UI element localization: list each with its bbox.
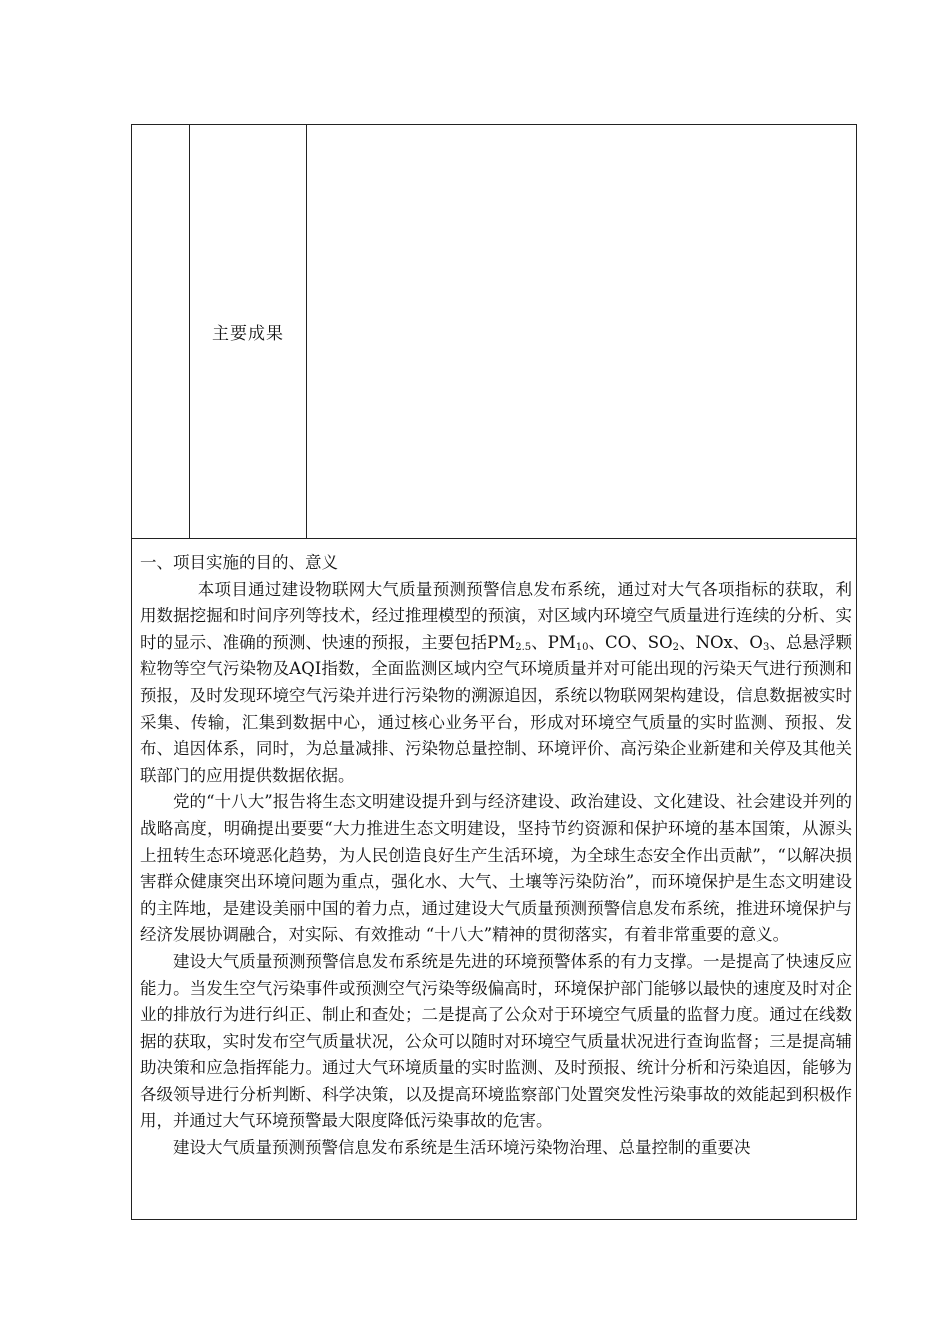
paragraph-purpose: 本项目通过建设物联网大气质量预测预警信息发布系统，通过对大气各项指标的获取，利用数据挖掘和时间序列等技术，经过推理模型的预演，对区域内环境空气质量进行连续的分析、实时的显示、准确的预测、快速的预报，主要包括$PM_{2.5}$、$PM_{10}$、CO、$SO_2$、NOx、$O_3$、总悬浮颗粒物等空气污染物及AQI指数，全面监测区域内空气环境质量并对可能出现的污染天气进行预测和预报，及时发现环境空气污染并进行污染物的溯源追因，系统以物联网架构建设，信息数据被实时采集、传输，汇集到数据中心，通过核心业务平台，形成对环境空气质量的实时监测、预报、发布、追因体系，同时，为总量减排、污染物总量控制、环境评价、高污染企业新建和关停及其他关联部门的应用提供数据依据。 bbox=[140, 579, 852, 785]
form-table bbox=[131, 124, 857, 1220]
main-results-label: 主要成果 bbox=[212, 324, 284, 344]
results-row bbox=[132, 125, 856, 539]
section-heading: 一、项目实施的目的、意义 bbox=[140, 553, 338, 572]
description-cell bbox=[140, 550, 852, 1210]
column-divider bbox=[306, 125, 307, 538]
paragraph-control: 建设大气质量预测预警信息发布系统是生活环境污染物治理、总量控制的重要决 bbox=[173, 1138, 751, 1158]
paragraph-support: 建设大气质量预测预警信息发布系统是先进的环境预警体系的有力支撑。一是提高了快速反应能力。当发生空气污染事件或预测空气污染等级偏高时，环境保护部门能够以最快的速度及时对企业的排放行为进行纠正、制止和查处；二是提高了公众对于环境空气质量的监督力度。通过在线数据的获取，实时发布空气质量状况，公众可以随时对环境空气质量状况进行查询监督；三是提高辅助决策和应急指挥能力。通过大气环境质量的实时监测、及时预报、统计分析和污染追因，能够为各级领导进行分析判断、科学决策，以及提高环境监察部门处置突发性污染事故的效能起到积极作用，并通过大气环境预警最大限度降低污染事故的危害。 bbox=[140, 951, 852, 1131]
paragraph-policy: 党的“十八大”报告将生态文明建设提升到与经济建设、政治建设、文化建设、社会建设并列的战略高度，明确提出要要“大力推进生态文明建设，坚持节约资源和保护环境的基本国策，从源头上扭转生态环境恶化趋势，为人民创造良好生产生活环境，为全球生态安全作出贡献”，“以解决损害群众健康突出环境问题为重点，强化水、大气、土壤等污染防治”，而环境保护是生态文明建设的主阵地，是建设美丽中国的着力点，通过建设大气质量预测预警信息发布系统，推进环境保护与经济发展协调融合，对实际、有效推动 “十八大”精神的贯彻落实，有着非常重要的意义。 bbox=[140, 792, 852, 945]
